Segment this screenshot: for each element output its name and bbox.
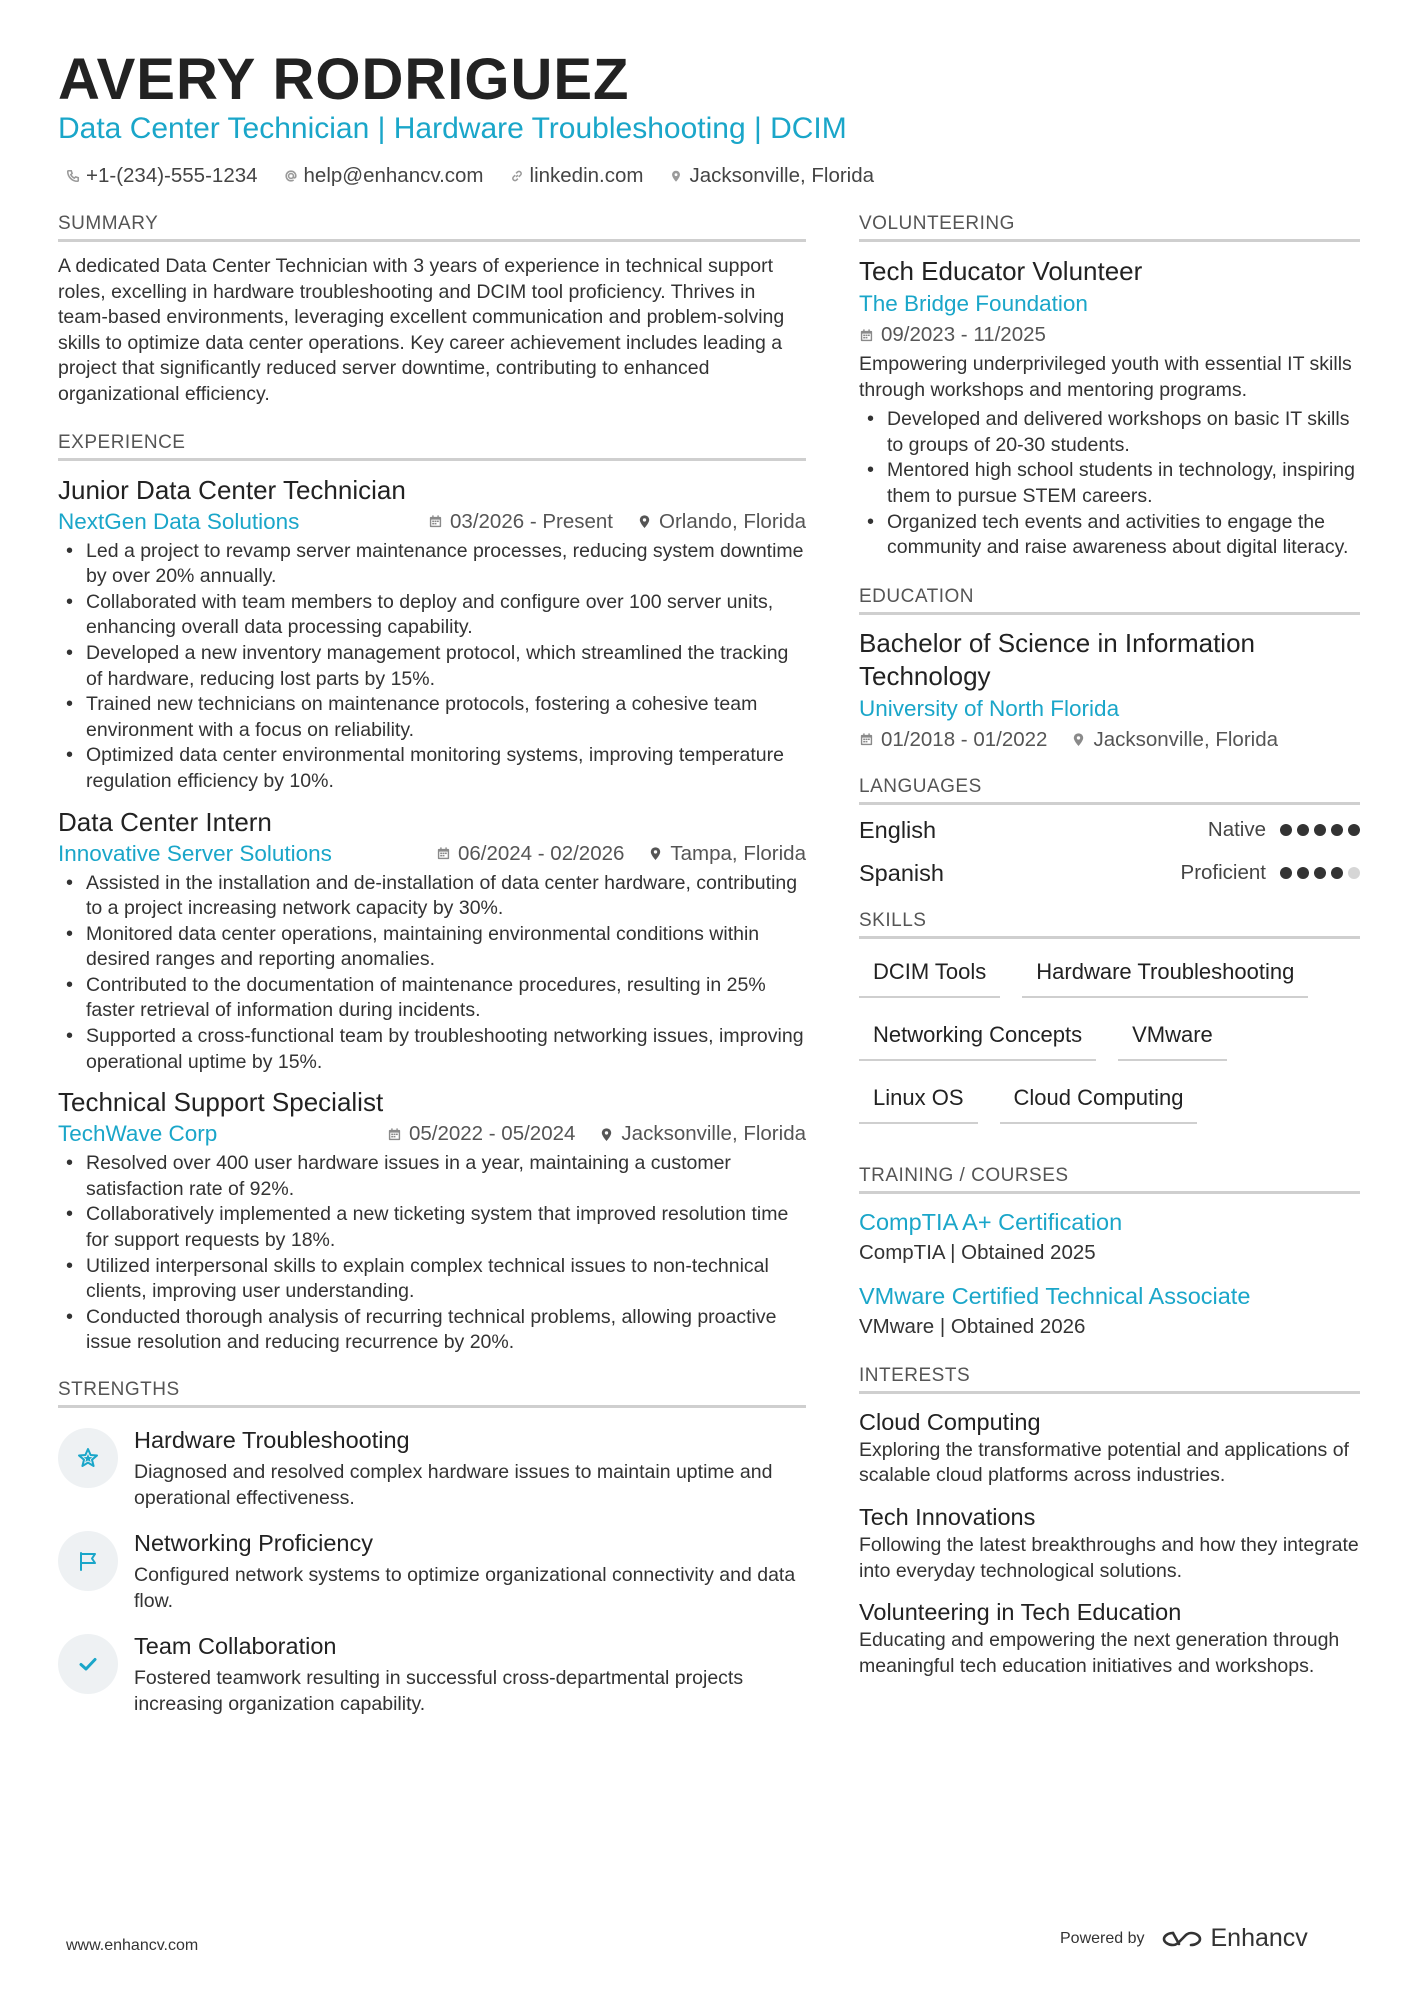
- enhancv-logo-icon: [1159, 1927, 1205, 1951]
- rating-dot-filled: [1314, 867, 1326, 879]
- strength-icon-badge: [58, 1634, 118, 1694]
- volunteer-dates: [859, 320, 1360, 350]
- brand-logo[interactable]: [1159, 1924, 1308, 1953]
- language-level: Proficient: [1180, 861, 1266, 885]
- course-sub: VMware | Obtained 2026: [859, 1314, 1086, 1338]
- interests-heading: INTERESTS: [859, 1364, 1360, 1394]
- volunteer-dates-text: 09/2023 - 11/2025: [881, 323, 1046, 346]
- language-name: Spanish: [859, 859, 944, 886]
- strength-title: Team Collaboration: [134, 1633, 337, 1660]
- volunteer-desc: Empowering underprivileged youth with essential IT skills through workshops and mentoring programs.: [859, 353, 1352, 401]
- rating-dot-filled: [1297, 824, 1309, 836]
- link-icon: [510, 169, 524, 183]
- candidate-name: AVERY RODRIGUEZ: [58, 47, 630, 112]
- language-row: [859, 809, 1360, 852]
- calendar-icon: [436, 846, 451, 861]
- job-entry: [58, 1085, 806, 1356]
- star-icon: [76, 1446, 100, 1470]
- phone-icon: [66, 169, 80, 183]
- interest-desc: Exploring the transformative potential and applications of scalable cloud platforms across industries.: [859, 1438, 1349, 1487]
- rating-dot-filled: [1280, 824, 1292, 836]
- languages-heading: LANGUAGES: [859, 775, 1360, 805]
- volunteer-bullets: [859, 407, 1360, 561]
- flag-icon: [76, 1549, 100, 1573]
- education-location: [1071, 725, 1278, 755]
- skill-tag: DCIM Tools: [859, 953, 1000, 998]
- rating-dot-filled: [1297, 867, 1309, 879]
- course-item: [859, 1280, 1360, 1342]
- at-icon: [284, 169, 298, 183]
- language-name: English: [859, 816, 937, 843]
- strength-desc: Fostered teamwork resulting in successful cross-departmental projects increasing organization capability.: [134, 1667, 744, 1715]
- interest-title: Volunteering in Tech Education: [859, 1599, 1182, 1626]
- rating-dot-filled: [1280, 867, 1292, 879]
- course-title: CompTIA A+ Certification: [859, 1208, 1123, 1235]
- job-bullet: • Developed a new inventory management protocol, which streamlined the tracking of hardware, reducing lost parts by 15%.: [58, 641, 806, 692]
- interest-item: [859, 1406, 1360, 1489]
- rating-dot-filled: [1314, 824, 1326, 836]
- job-bullet: • Conducted thorough analysis of recurring technical problems, allowing proactive issue resolution and reducing recurrence by 20%.: [58, 1305, 806, 1356]
- experience-heading: EXPERIENCE: [58, 431, 806, 461]
- job-meta: [58, 507, 806, 537]
- language-rating: [1280, 824, 1360, 836]
- volunteer-bullet: • Developed and delivered workshops on basic IT skills to groups of 20-30 students.: [859, 407, 1360, 458]
- calendar-icon: [387, 1127, 402, 1142]
- location-pin-icon: [669, 169, 683, 183]
- job-dates: [436, 839, 624, 869]
- job-bullet: • Trained new technicians on maintenance protocols, fostering a cohesive team environment with a focus on reliability.: [58, 692, 806, 743]
- course-item: [859, 1206, 1360, 1268]
- strength-item: [58, 1527, 806, 1614]
- education-dates-text: 01/2018 - 01/2022: [881, 727, 1048, 751]
- skills-heading: SKILLS: [859, 909, 1360, 939]
- job-company: TechWave Corp: [58, 1121, 218, 1147]
- job-title: Junior Data Center Technician: [58, 474, 406, 505]
- contact-linkedin[interactable]: [510, 162, 644, 190]
- skill-tag: VMware: [1118, 1016, 1227, 1061]
- job-bullet: • Led a project to revamp server maintenance processes, reducing system downtime by over 20% annually.: [58, 539, 806, 590]
- training-heading: TRAINING / COURSES: [859, 1164, 1360, 1194]
- footer-branding: [1060, 1924, 1308, 1953]
- job-dates: [428, 507, 613, 537]
- contact-phone[interactable]: [66, 162, 258, 190]
- education-meta: [859, 725, 1360, 755]
- powered-by-text: Powered by: [1060, 1929, 1145, 1947]
- job-bullets: [58, 1151, 806, 1356]
- language-level: Native: [1207, 818, 1266, 842]
- job-dates: [387, 1119, 575, 1149]
- job-bullets: [58, 871, 806, 1076]
- volunteer-org: The Bridge Foundation: [859, 291, 1088, 316]
- volunteer-bullet: • Organized tech events and activities to engage the community and raise awareness about digital literacy.: [859, 510, 1360, 561]
- job-entry: [58, 805, 806, 1076]
- contact-location: [669, 162, 874, 190]
- email-text: help@enhancv.com: [303, 164, 484, 187]
- rating-dot-filled: [1348, 824, 1360, 836]
- job-bullet: • Collaborated with team members to deploy and configure over 100 server units, enhancing overall data processing capability.: [58, 590, 806, 641]
- job-bullet: • Assisted in the installation and de-installation of data center hardware, contributing to a project increasing network capacity by 30%.: [58, 871, 806, 922]
- check-icon: [76, 1652, 100, 1676]
- location-pin-icon: [637, 514, 652, 529]
- skill-tag: Hardware Troubleshooting: [1022, 953, 1308, 998]
- job-location: [599, 1119, 806, 1149]
- brand-name: Enhancv: [1210, 1924, 1308, 1952]
- interest-item: [859, 1596, 1360, 1679]
- contact-email[interactable]: [284, 162, 484, 190]
- strength-title: Networking Proficiency: [134, 1530, 374, 1557]
- education-degree: Bachelor of Science in Information Technology: [859, 627, 1255, 691]
- calendar-icon: [428, 514, 443, 529]
- strength-icon-badge: [58, 1531, 118, 1591]
- interest-desc: Educating and empowering the next generation through meaningful tech education initiatives and workshops.: [859, 1629, 1340, 1677]
- calendar-icon: [859, 732, 874, 747]
- job-company: NextGen Data Solutions: [58, 508, 300, 534]
- job-dates-text: 06/2024 - 02/2026: [457, 841, 625, 865]
- job-meta: [58, 1119, 806, 1149]
- location-pin-icon: [599, 1127, 614, 1142]
- job-bullet: • Utilized interpersonal skills to explain complex technical issues to non-technical clients, improving user understanding.: [58, 1254, 806, 1305]
- language-rating: [1280, 867, 1360, 879]
- job-bullet: • Supported a cross-functional team by troubleshooting networking issues, improving operational uptime by 15%.: [58, 1024, 806, 1075]
- strengths-heading: STRENGTHS: [58, 1378, 806, 1408]
- footer-website[interactable]: www.enhancv.com: [66, 1937, 199, 1954]
- job-location: [637, 507, 806, 537]
- education-school: University of North Florida: [859, 695, 1120, 721]
- job-location-text: Tampa, Florida: [670, 841, 806, 865]
- summary-text: A dedicated Data Center Technician with 3 years of experience in technical support roles, excelling in hardware troubleshooting and DCIM tool proficiency. Thrives in team-based environments, leveraging excellent communication and problem-solving skills to optimize data center operations. Key career achievement includes leading a project that significantly reduced server downtime, contributing to enhanced organizational efficiency.: [58, 255, 785, 405]
- job-title: Data Center Intern: [58, 806, 272, 837]
- candidate-headline: Data Center Technician | Hardware Troubleshooting | DCIM: [58, 112, 847, 145]
- job-bullet: • Optimized data center environmental monitoring systems, improving temperature regulation efficiency by 10%.: [58, 743, 806, 794]
- rating-dot-filled: [1331, 824, 1343, 836]
- rating-dot-filled: [1331, 867, 1343, 879]
- job-location-text: Jacksonville, Florida: [621, 1122, 806, 1146]
- course-title: VMware Certified Technical Associate: [859, 1282, 1251, 1309]
- job-bullet: • Contributed to the documentation of maintenance procedures, resulting in 25% faster retrieval of information during incidents.: [58, 973, 806, 1024]
- job-company: Innovative Server Solutions: [58, 840, 332, 866]
- location-pin-icon: [1071, 732, 1086, 747]
- rating-dot-empty: [1348, 867, 1360, 879]
- volunteering-heading: VOLUNTEERING: [859, 212, 1360, 242]
- course-sub: CompTIA | Obtained 2025: [859, 1240, 1096, 1264]
- strength-desc: Configured network systems to optimize organizational connectivity and data flow.: [134, 1564, 796, 1612]
- skills-list: [859, 953, 1360, 1124]
- job-bullet: • Collaboratively implemented a new ticketing system that improved resolution time for support requests by 18%.: [58, 1202, 806, 1253]
- summary-heading: SUMMARY: [58, 212, 806, 242]
- strength-item: [58, 1424, 806, 1511]
- interest-title: Cloud Computing: [859, 1408, 1041, 1435]
- location-text: Jacksonville, Florida: [689, 164, 875, 187]
- left-column: [58, 212, 806, 1734]
- language-row: [859, 852, 1360, 895]
- contact-row: [66, 162, 874, 190]
- job-location-text: Orlando, Florida: [659, 509, 806, 533]
- education-location-text: Jacksonville, Florida: [1093, 727, 1279, 751]
- education-heading: EDUCATION: [859, 585, 1360, 615]
- job-bullet: • Monitored data center operations, maintaining environmental conditions within desired ranges and reporting anomalies.: [58, 922, 806, 973]
- job-meta: [58, 839, 806, 869]
- job-bullet: • Resolved over 400 user hardware issues in a year, maintaining a customer satisfaction rate of 92%.: [58, 1151, 806, 1202]
- strength-icon-badge: [58, 1428, 118, 1488]
- interest-desc: Following the latest breakthroughs and how they integrate into everyday technological solutions.: [859, 1533, 1359, 1582]
- interest-item: [859, 1501, 1360, 1584]
- job-bullets: [58, 539, 806, 795]
- job-dates-text: 03/2026 - Present: [450, 509, 614, 533]
- linkedin-text: linkedin.com: [529, 164, 644, 187]
- volunteer-bullet: • Mentored high school students in technology, inspiring them to pursue STEM careers.: [859, 458, 1360, 509]
- phone-text: +1-(234)-555-1234: [86, 164, 258, 187]
- strength-item: [58, 1630, 806, 1717]
- education-dates: [859, 725, 1047, 755]
- right-column: [859, 212, 1360, 1679]
- job-location: [648, 839, 806, 869]
- strength-desc: Diagnosed and resolved complex hardware issues to maintain uptime and operational effectiveness.: [134, 1461, 773, 1509]
- skill-tag: Linux OS: [859, 1079, 978, 1124]
- skill-tag: Cloud Computing: [1000, 1079, 1198, 1124]
- location-pin-icon: [648, 846, 663, 861]
- strength-title: Hardware Troubleshooting: [134, 1427, 410, 1453]
- job-dates-text: 05/2022 - 05/2024: [408, 1122, 576, 1146]
- job-title: Technical Support Specialist: [58, 1087, 384, 1118]
- volunteer-role: Tech Educator Volunteer: [859, 256, 1143, 286]
- skill-tag: Networking Concepts: [859, 1016, 1096, 1061]
- interest-title: Tech Innovations: [859, 1503, 1036, 1530]
- calendar-icon: [859, 328, 874, 343]
- job-entry: [58, 473, 806, 795]
